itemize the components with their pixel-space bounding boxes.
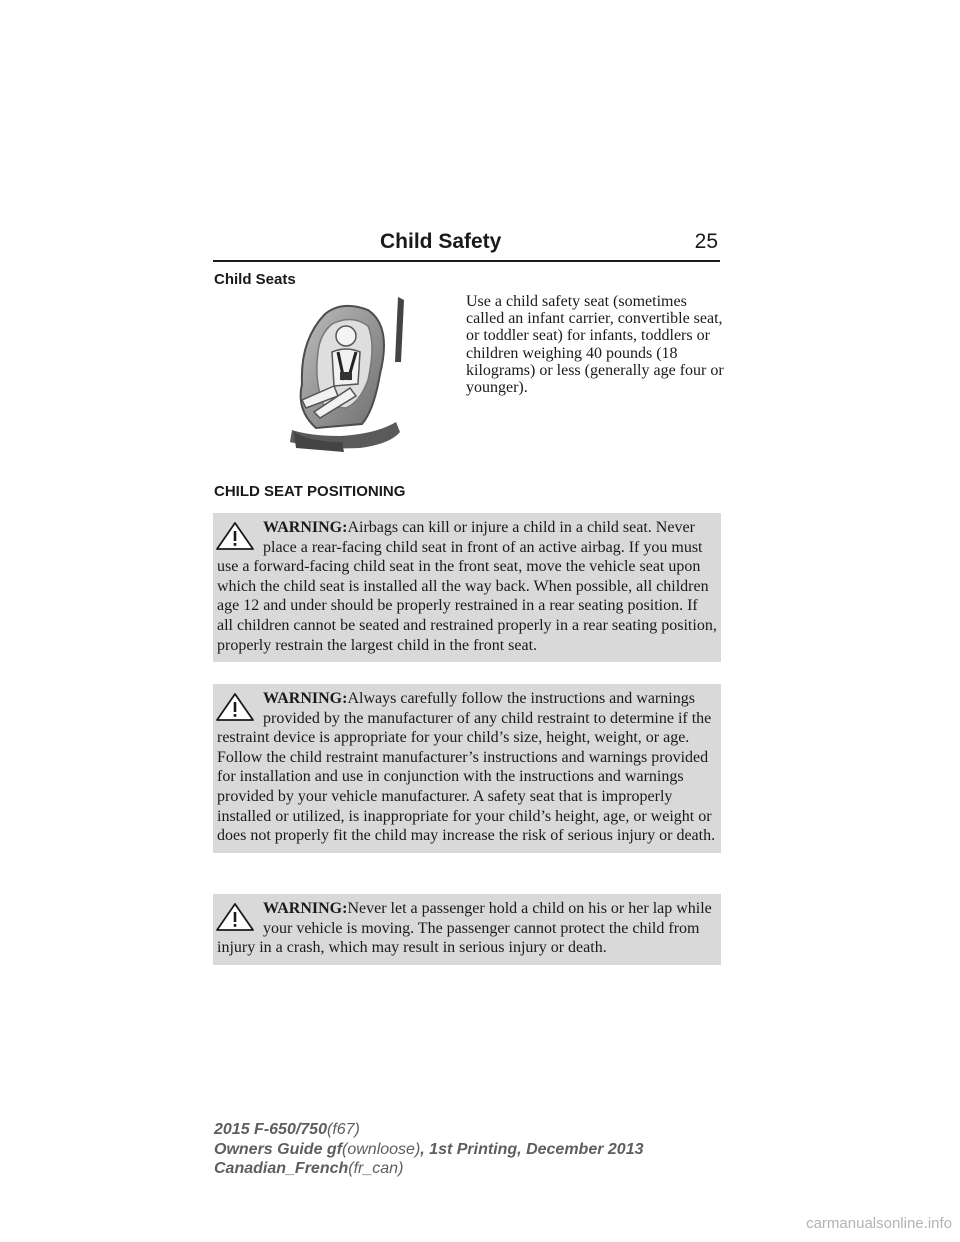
- warning-box: [213, 894, 721, 965]
- footer-language: Canadian_French: [214, 1160, 349, 1177]
- child-safety-seat-illustration: [280, 292, 410, 452]
- footer-line-1: [214, 1120, 643, 1140]
- footer-printing: , 1st Printing, December 2013: [420, 1140, 644, 1158]
- footer-guide: Owners Guide gf: [214, 1140, 343, 1158]
- header-rule: [213, 260, 720, 262]
- child-seats-heading: Child Seats: [214, 271, 296, 288]
- footer-language-code: (fr_can): [348, 1160, 404, 1177]
- header-title: Child Safety: [380, 230, 502, 253]
- print-footer: [214, 1120, 643, 1179]
- warning-triangle-icon: [215, 902, 255, 932]
- child-seats-description: Use a child safety seat (sometimes called an infant carrier, convertible seat, or toddler seat) for infants, toddlers or children weighing 40 pounds (18 kilograms) or less (generally age four or younger).: [466, 293, 724, 397]
- warning-triangle-icon: [215, 521, 255, 551]
- warning-box: [213, 684, 721, 853]
- warning-label: WARNING:: [263, 900, 348, 917]
- child-seat-positioning-heading: CHILD SEAT POSITIONING: [214, 483, 406, 500]
- warning-box: [213, 513, 721, 662]
- warning-text: Airbags can kill or injure a child in a child seat. Never place a rear-facing child seat in front of an active airbag. If you must use a forward-facing child seat in the front seat, move the vehicle seat upon which the child seat is installed all the way back. When possible, all children age 12 and under should be properly restrained in a rear seating position. If all children cannot be seated and restrained properly in a rear seating position, properly restrain the largest child in the front seat.: [217, 519, 717, 654]
- warning-label: WARNING:: [263, 690, 348, 707]
- site-watermark: carmanualsonline.info: [806, 1215, 952, 1232]
- page-header: [213, 228, 720, 262]
- warning-text: Never let a passenger hold a child on his or her lap while your vehicle is moving. The passenger cannot protect the child from injury in a crash, which may result in serious injury or death.: [217, 900, 712, 957]
- warning-triangle-icon: [215, 692, 255, 722]
- warning-text: Always carefully follow the instructions and warnings provided by the manufacturer of any child restraint to determine if the restraint device is appropriate for your child’s size, height, weight, or age. Follow the child restraint manufacturer’s instructions and warnings provided for installation and use in conjunction with the instructions and warnings provided by your vehicle manufacturer. A safety seat that is improperly installed or utilized, is inappropriate for your child’s height, age, or weight or does not properly fit the child may increase the risk of serious injury or death.: [217, 690, 716, 845]
- footer-guide-code: (ownloose): [342, 1140, 421, 1158]
- page-number: 25: [694, 230, 718, 253]
- footer-line-2: [214, 1140, 643, 1160]
- footer-model-code: (f67): [326, 1121, 360, 1138]
- footer-line-3: [214, 1159, 643, 1179]
- footer-model: 2015 F-650/750: [214, 1121, 327, 1138]
- warning-label: WARNING:: [263, 519, 348, 536]
